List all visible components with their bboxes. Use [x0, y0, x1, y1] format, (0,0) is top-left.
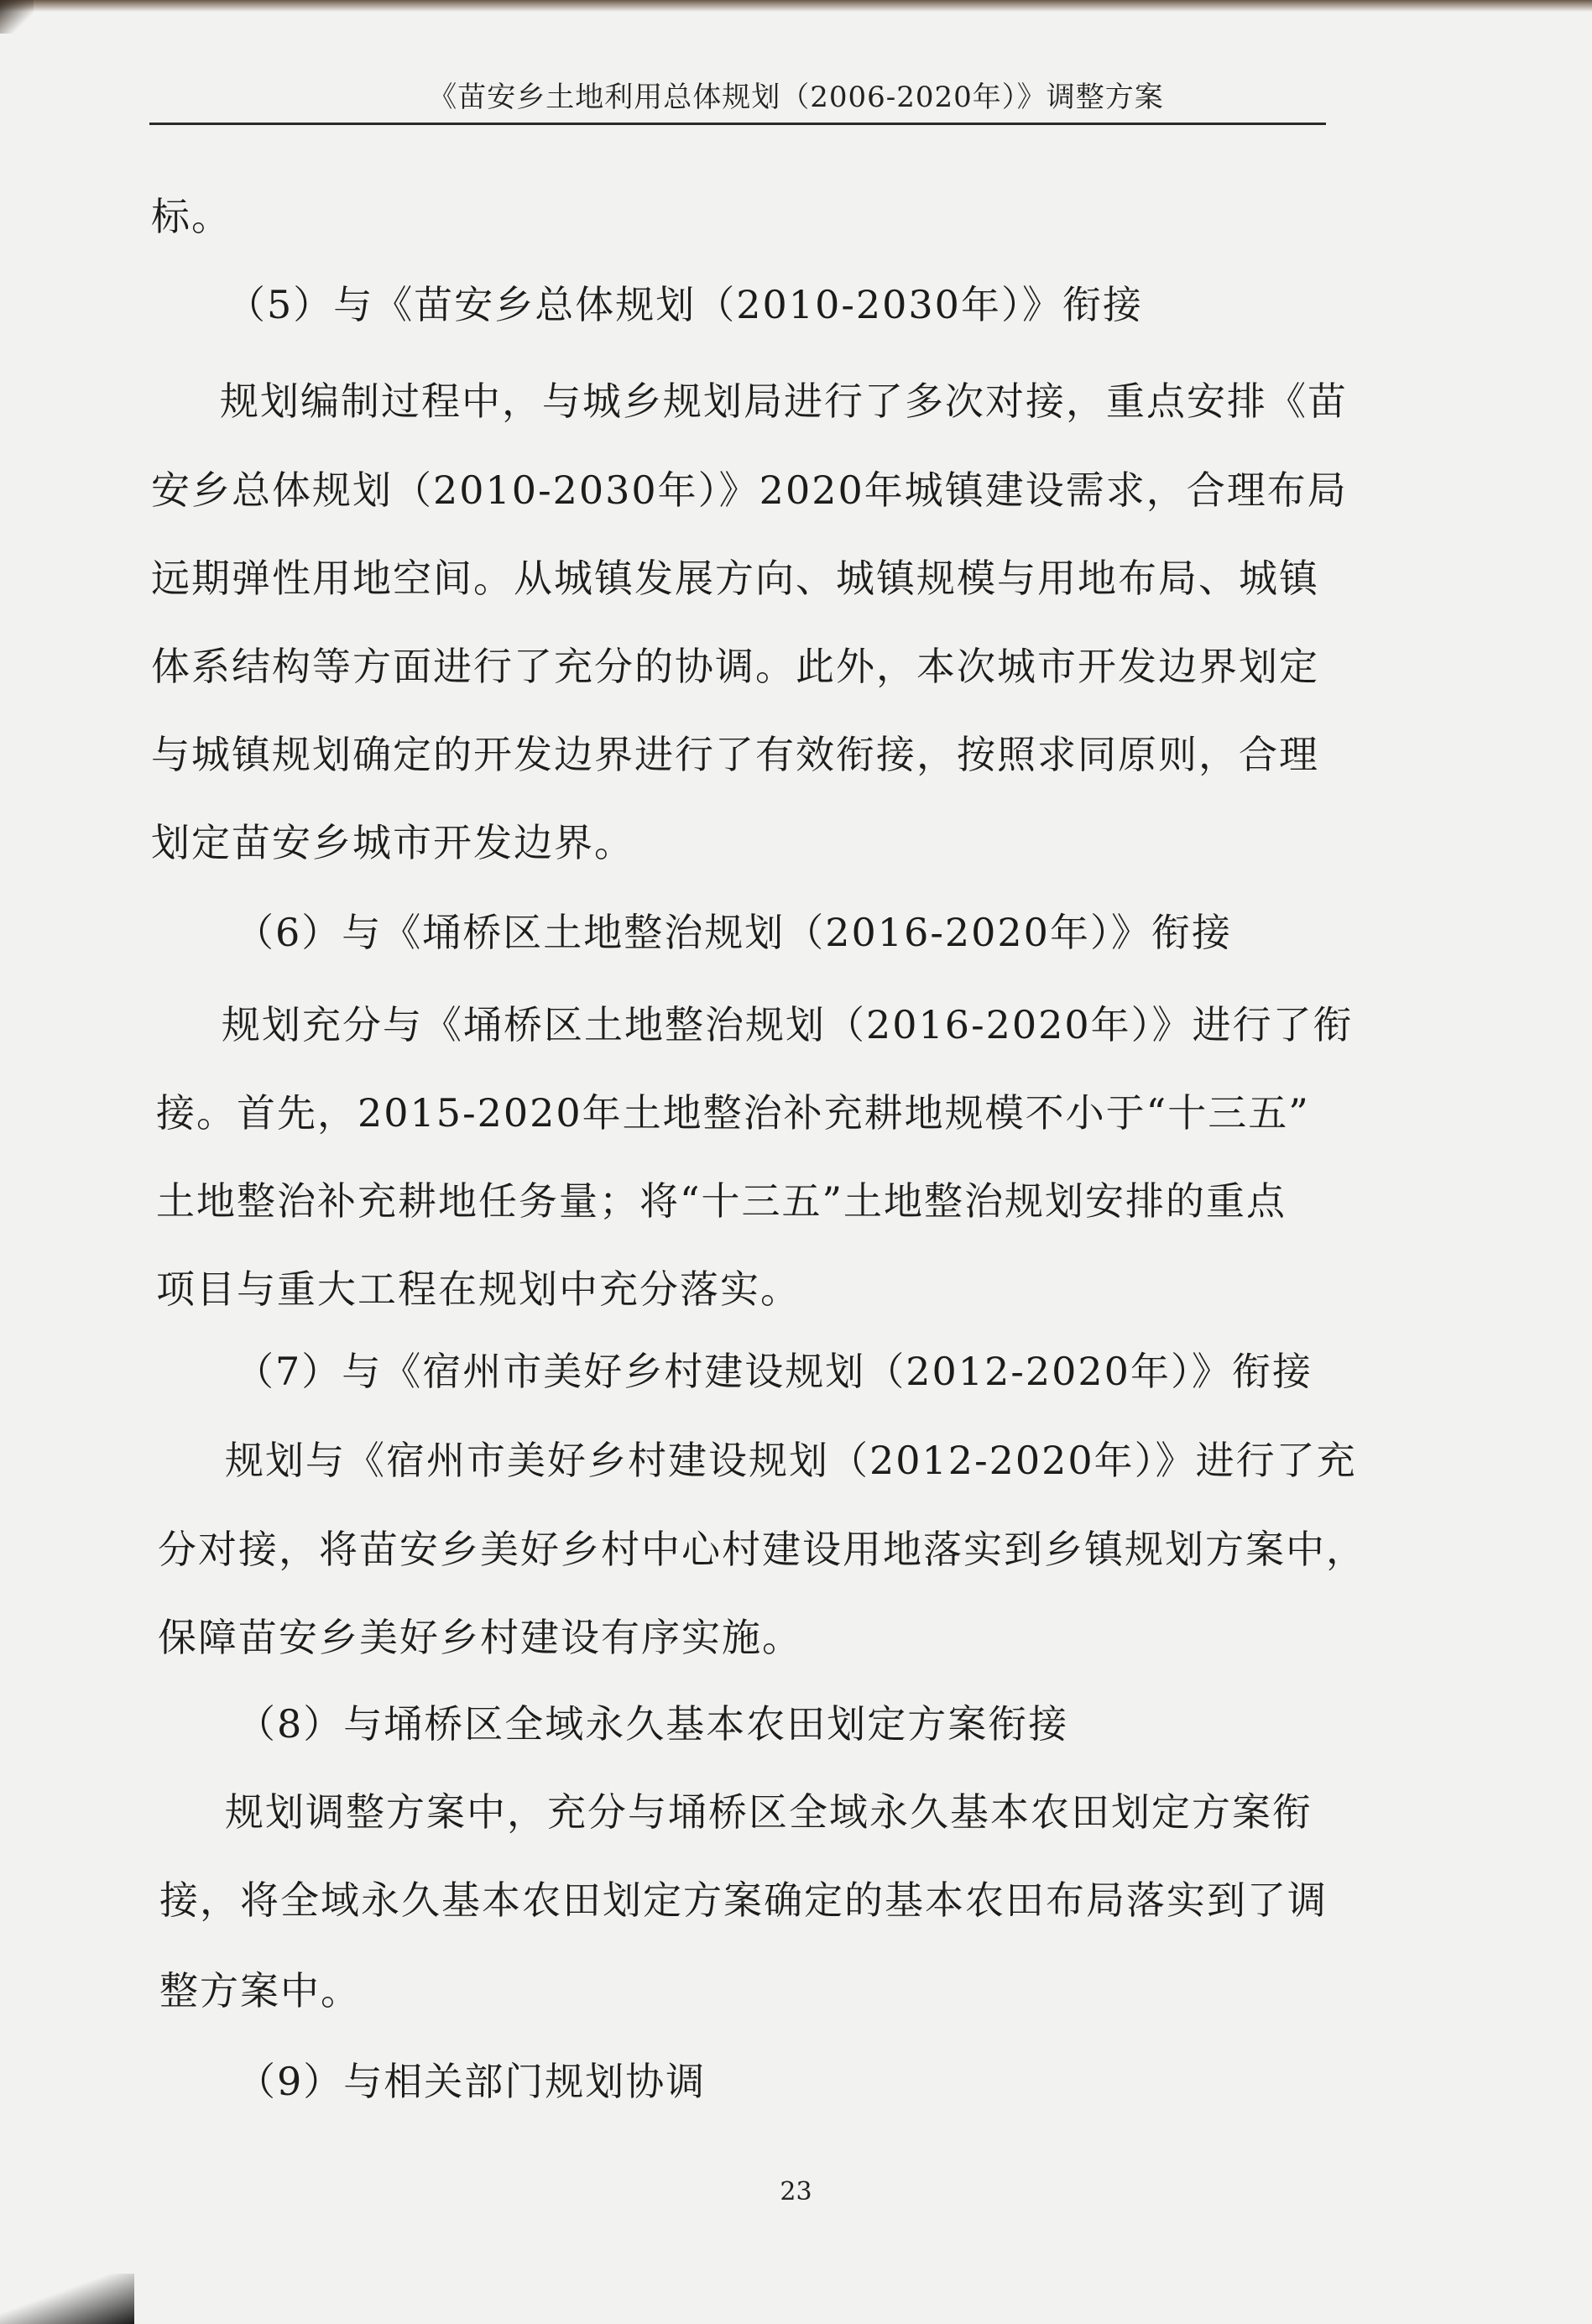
section-heading: （5）与《苗安乡总体规划（2010-2030年）》衔接 [227, 282, 1143, 327]
text-line: 项目与重大工程在规划中充分落实。 [156, 1266, 801, 1312]
text-line: 保障苗安乡美好乡村建设有序实施。 [158, 1615, 802, 1660]
text-line: 整方案中。 [159, 1968, 361, 2013]
text-line: 接，将全域永久基本农田划定方案确定的基本农田布局落实到了调 [159, 1877, 1328, 1923]
header-rule [149, 123, 1326, 125]
section-heading: （7）与《宿州市美好乡村建设规划（2012-2020年）》衔接 [235, 1349, 1313, 1394]
section-heading: （6）与《埇桥区土地整治规划（2016-2020年）》衔接 [235, 910, 1232, 955]
text-line: 体系结构等方面进行了充分的协调。此外，本次城市开发边界划定 [151, 644, 1319, 689]
text-line: 规划调整方案中，充分与埇桥区全域永久基本农田划定方案衔 [225, 1789, 1313, 1835]
running-header: 《苗安乡土地利用总体规划（2006-2020年）》调整方案 [428, 81, 1164, 114]
text-line: 接。首先，2015-2020年土地整治补充耕地规模不小于“十三五” [156, 1090, 1310, 1136]
scan-top-edge [0, 0, 1592, 12]
text-line: 划定苗安乡城市开发边界。 [151, 820, 634, 865]
scan-corner-shadow [0, 0, 34, 34]
text-line: 规划编制过程中，与城乡规划局进行了多次对接，重点安排《苗 [220, 379, 1348, 424]
text-line: 规划与《宿州市美好乡村建设规划（2012-2020年）》进行了充 [225, 1438, 1357, 1483]
text-line: 与城镇规划确定的开发边界进行了有效衔接，按照求同原则，合理 [151, 732, 1319, 777]
section-heading: （9）与相关部门规划协调 [237, 2059, 707, 2104]
page-number: 23 [780, 2177, 812, 2206]
text-line: 分对接，将苗安乡美好乡村中心村建设用地落实到乡镇规划方案中， [158, 1527, 1366, 1572]
text-line: 规划充分与《埇桥区土地整治规划（2016-2020年）》进行了衔 [222, 1002, 1354, 1047]
scan-bottom-shadow [0, 2274, 134, 2324]
text-line: 标。 [151, 194, 232, 239]
text-line: 远期弹性用地空间。从城镇发展方向、城镇规模与用地布局、城镇 [151, 556, 1319, 601]
text-line: 安乡总体规划（2010-2030年）》2020年城镇建设需求，合理布局 [151, 467, 1348, 513]
section-heading: （8）与埇桥区全域永久基本农田划定方案衔接 [237, 1701, 1069, 1747]
text-line: 土地整治补充耕地任务量；将“十三五”土地整治规划安排的重点 [156, 1178, 1287, 1224]
